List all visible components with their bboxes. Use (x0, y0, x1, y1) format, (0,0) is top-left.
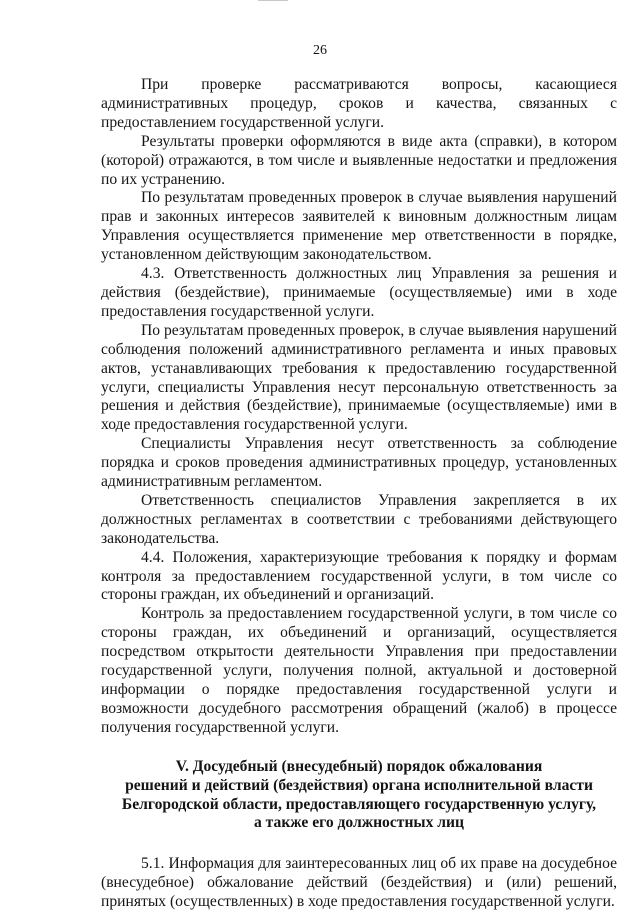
document-body (101, 76, 617, 912)
section-heading-line: V. Досудебный (внесудебный) порядок обжалования (175, 757, 543, 775)
paragraph: По результатам проведенных проверок, в случае выявления нарушений соблюдения положений административного регламента и иных правовых актов, устанавливающих требования к предоставлению государственной услуги, специалисты Управления несут персональную ответственность за решения и действия (бездействие), принимаемые (осуществляемые) ими в ходе предоставления государственной услуги. (101, 321, 617, 434)
section-heading-line: а также его должностных лиц (253, 814, 465, 832)
page-number: 26 (313, 43, 327, 58)
paragraph: Результаты проверки оформляются в виде акта (справки), в котором (которой) отражаются, в том числе и выявленные недостатки и предложения по их устранению. (101, 132, 617, 188)
paragraph: По результатам проведенных проверок в случае выявления нарушений прав и законных интересов заявителей к виновным должностным лицам Управления осуществляется применение мер ответственности в порядке, установленном действующим законодательством. (101, 189, 617, 264)
section-heading (101, 758, 617, 834)
section-heading-line: Белгородской области, предоставляющего государственную услугу, (121, 795, 597, 813)
paragraph: Специалисты Управления несут ответственность за соблюдение порядка и сроков проведения административных процедур, установленных административным регламентом. (101, 435, 617, 491)
section-heading-line: решений и действий (бездействия) органа исполнительной власти (125, 776, 593, 794)
paragraph: При проверке рассматриваются вопросы, касающиеся административных процедур, сроков и качества, связанных с предоставлением государственной услуги. (101, 76, 617, 131)
paragraph: Контроль за предоставлением государственной услуги, в том числе со стороны граждан, их объединений и организаций, осуществляется посредством открытости деятельности Управления при предоставлении государственной услуги, получения полной, актуальной и достоверной информации о порядке предоставления государственной услуги и возможности досудебного рассмотрения обращений (жалоб) в процессе получения государственной услуги. (101, 605, 617, 736)
paragraph: 4.3. Ответственность должностных лиц Управления за решения и действия (бездействие), принимаемые (осуществляемые) ими в ходе предоставления государственной услуги. (101, 265, 617, 320)
scan-edge-mark (258, 0, 288, 1)
paragraph: 4.4. Положения, характеризующие требования к порядку и формам контроля за предоставлением государственной услуги, в том числе со стороны граждан, их объединений и организаций. (101, 548, 617, 604)
paragraph: 5.1. Информация для заинтересованных лиц об их праве на досудебное (внесудебное) обжалование действий (бездействия) и (или) решений, принятых (осуществленных) в ходе предоставления государственной услуги. (101, 855, 617, 911)
paragraph: Ответственность специалистов Управления закрепляется в их должностных регламентах в соответствии с требованиями действующего законодательства. (101, 491, 617, 547)
